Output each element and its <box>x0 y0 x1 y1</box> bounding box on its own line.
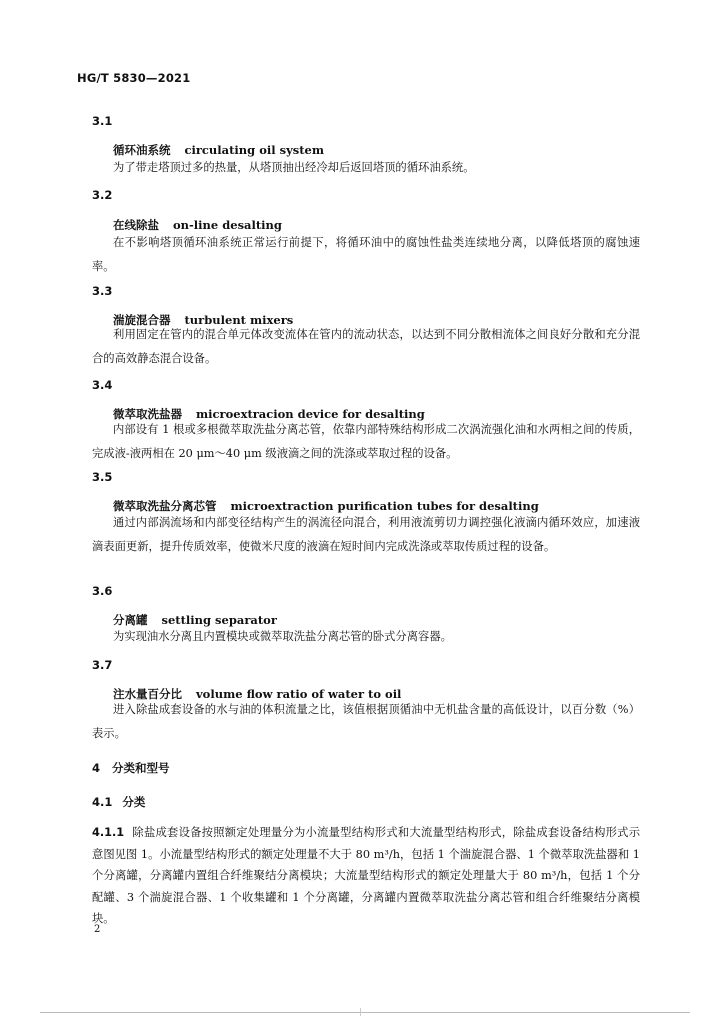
section-heading <box>92 794 145 810</box>
term-chinese: 注水量百分比 <box>113 687 182 701</box>
page-number: 2 <box>94 924 101 935</box>
chapter-heading <box>92 760 170 776</box>
section-number: 3.6 <box>92 584 113 598</box>
term-english: circulating oil system <box>184 143 325 157</box>
document-header: HG/T 5830—2021 <box>77 71 191 85</box>
term-definition: 为了带走塔顶过多的热量，从塔顶抽出经冷却后返回塔顶的循环油系统。 <box>113 161 475 174</box>
term-english: volume flow ratio of water to oil <box>196 687 402 701</box>
term-chinese: 循环油系统 <box>113 143 171 157</box>
section-number: 3.1 <box>92 114 113 128</box>
term-english: microextracion device for desalting <box>196 407 425 421</box>
page-bottom-tick <box>360 1008 361 1016</box>
term-english: settling separator <box>161 613 277 627</box>
term-definition: 内部设有 1 根或多根微萃取洗盐分离芯管，依靠内部特殊结构形成二次涡流强化油和水两相之间的传质，完成液-液两相在 20 μm～40 μm 级液滴之间的洗涤或萃取过程的设备。 <box>92 423 640 460</box>
section-number: 3.7 <box>92 658 113 672</box>
term-chinese: 微萃取洗盐分离芯管 <box>113 499 217 513</box>
term-definition: 为实现油水分离且内置模块或微萃取洗盐分离芯管的卧式分离容器。 <box>113 630 452 643</box>
chapter-title: 分类和型号 <box>112 761 170 775</box>
term-chinese: 在线除盐 <box>113 218 159 232</box>
term-english: on-line desalting <box>173 218 282 232</box>
term-english: turbulent mixers <box>184 313 294 327</box>
term-english: microextraction purification tubes for desalting <box>230 499 539 513</box>
section-number: 3.3 <box>92 284 113 298</box>
term-chinese: 湍旋混合器 <box>113 313 171 327</box>
clause-text: 除盐成套设备按照额定处理量分为小流量型结构形式和大流量型结构形式，除盐成套设备结构形式示意图见图 1。小流量型结构形式的额定处理量不大于 80 m³/h，包括 1 个湍旋混合器、1 个微萃取洗盐器和 1 个分离罐，分离罐内置组合纤维聚结分离模块；大流量型结构形式的额定处理量大于 80 m³/h，包括 1 个分配罐、3 个湍旋混合器、1 个收集罐和 1 个分离罐，分离罐内置微萃取洗盐分离芯管和组合纤维聚结分离模块。 <box>92 826 640 925</box>
clause-number: 4.1.1 <box>92 826 125 839</box>
section-heading-number: 4.1 <box>92 795 113 809</box>
section-number: 3.5 <box>92 470 113 484</box>
clause-paragraph <box>92 822 640 930</box>
chapter-number: 4 <box>92 761 101 775</box>
term-definition: 进入除盐成套设备的水与油的体积流量之比，该值根据顶循油中无机盐含量的高低设计，以百分数（%）表示。 <box>92 703 640 740</box>
section-number: 3.2 <box>92 188 113 202</box>
section-heading-title: 分类 <box>122 795 146 809</box>
term-definition: 通过内部涡流场和内部变径结构产生的涡流径向混合，利用液流剪切力调控强化液滴内循环效应，加速液滴表面更新，提升传质效率，使微米尺度的液滴在短时间内完成洗涤或萃取传质过程的设备。 <box>92 516 640 553</box>
term-definition: 在不影响塔顶循环油系统正常运行前提下，将循环油中的腐蚀性盐类连续地分离，以降低塔顶的腐蚀速率。 <box>92 236 640 273</box>
term-definition: 利用固定在管内的混合单元体改变流体在管内的流动状态，以达到不同分散相流体之间良好分散和充分混合的高效静态混合设备。 <box>92 328 640 365</box>
section-number: 3.4 <box>92 378 113 392</box>
page-bottom-rule <box>40 1012 690 1013</box>
term-chinese: 微萃取洗盐器 <box>113 407 182 421</box>
term-chinese: 分离罐 <box>113 613 148 627</box>
